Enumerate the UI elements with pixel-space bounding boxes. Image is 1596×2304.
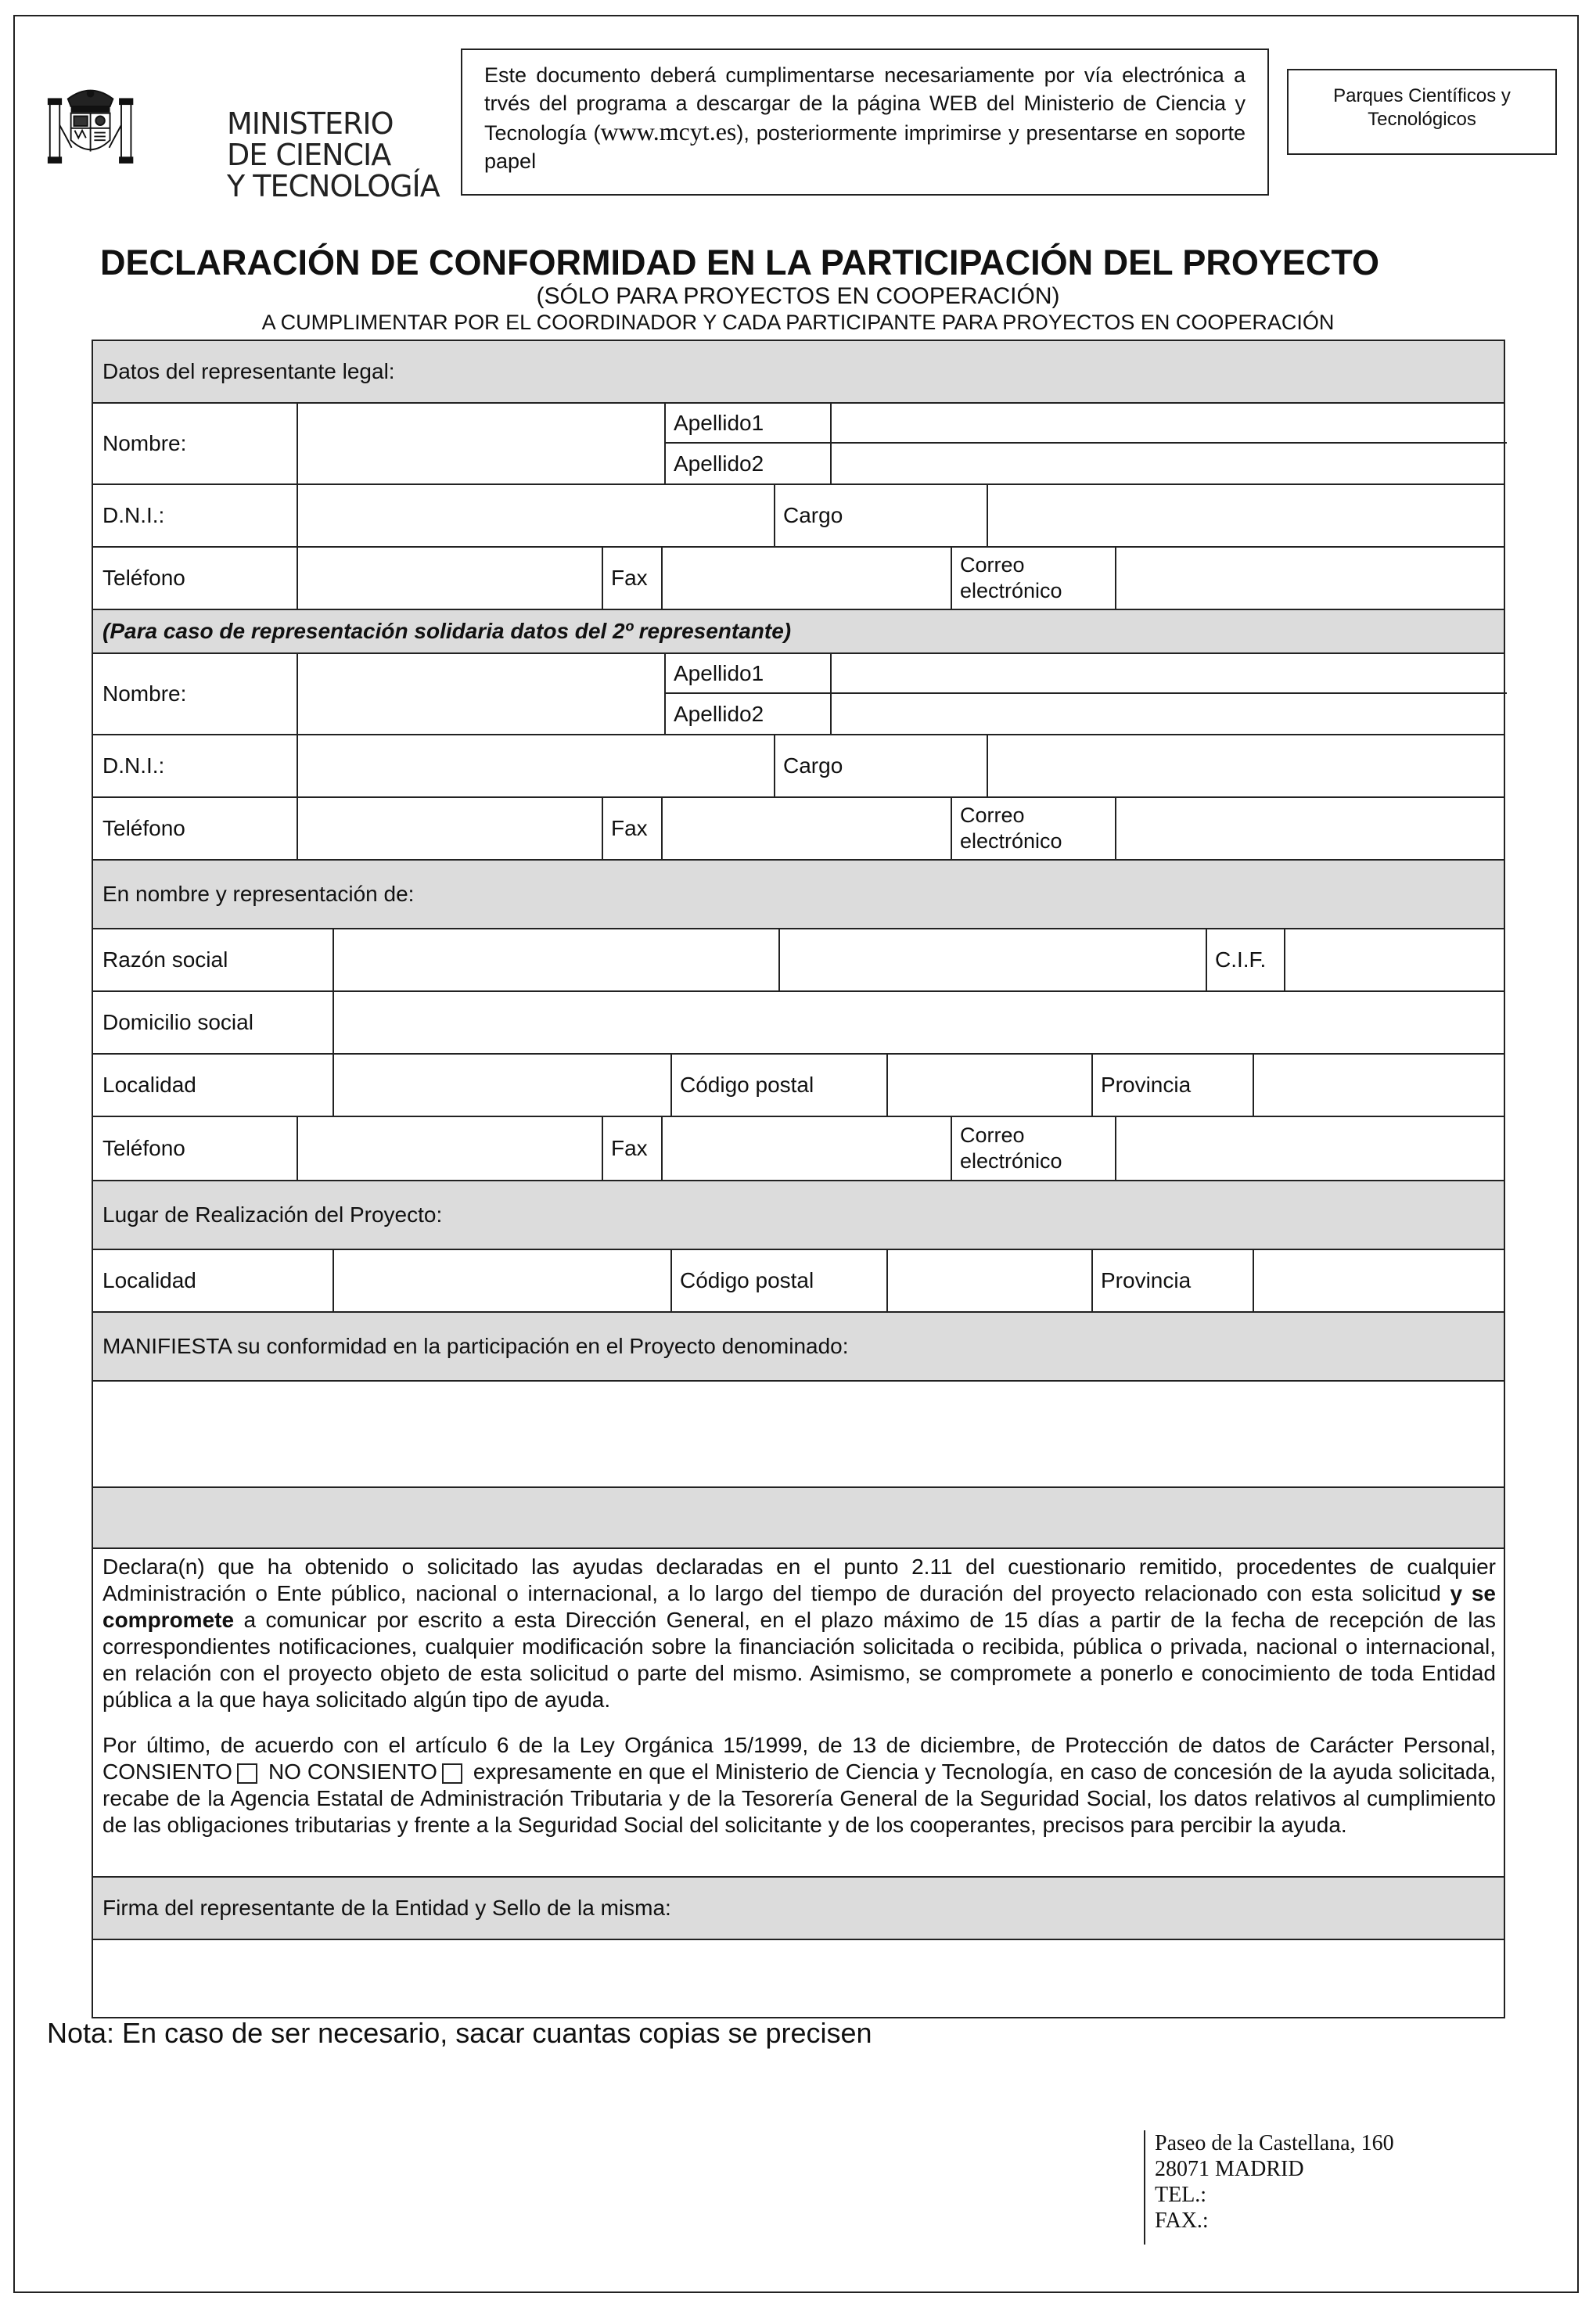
footnote: Nota: En caso de ser necesario, sacar cuantas copias se precisen [47, 2017, 872, 2049]
rep2-apellido2-field[interactable] [830, 694, 1507, 734]
grey-separator-row [93, 1488, 1504, 1549]
section-second-label: (Para caso de representación solidaria datos del 2º representante) [102, 619, 792, 643]
rep1-apellido2-field[interactable] [830, 444, 1507, 483]
rep1-fax-label: Fax [602, 548, 661, 609]
declara-p2-b: expresamente en que el Ministerio de Ciencia y Tecnología, en caso de concesión de la ayuda solicitada, recabe de la Agencia Estatal de Administración Tributaria y de la Tesorería General de la Seguridad Social, los datos relativos al cumplimiento de las obligaciones tributarias y frente a la Seguridad Social del solicitante y de los cooperantes, precisos para percibir la ayuda. [102, 1759, 1496, 1837]
section-signature-label: Firma del representante de la Entidad y Sello de la misma: [102, 1896, 671, 1920]
place-cp-field[interactable] [886, 1250, 1091, 1311]
section-legal-representative [93, 341, 1504, 404]
place-provincia-label: Provincia [1091, 1250, 1253, 1311]
rep1-correo-label-1: Correo [960, 553, 1025, 577]
entity-telefono-label: Teléfono [102, 1136, 185, 1160]
program-box: Parques Científicos y Tecnológicos [1287, 69, 1557, 155]
rep2-telefono-field[interactable] [297, 798, 602, 859]
project-name-field[interactable] [93, 1382, 1504, 1488]
declaration-paragraph-2 [102, 1732, 1496, 1839]
rep1-nombre-field[interactable] [297, 404, 664, 483]
entity-phone-row [93, 1117, 1504, 1181]
entity-provincia-label: Provincia [1091, 1055, 1253, 1116]
section-second-representative [93, 610, 1504, 654]
domicilio-label: Domicilio social [102, 1010, 253, 1034]
rep2-apellido1-label: Apellido1 [664, 654, 830, 694]
place-localidad-label: Localidad [102, 1268, 196, 1292]
notice-box [461, 49, 1269, 196]
address-block [1144, 2130, 1394, 2245]
entity-localidad-field[interactable] [332, 1055, 670, 1116]
rep2-phone-row [93, 798, 1504, 861]
declara-p1-a: Declara(n) que ha obtenido o solicitado las ayudas declaradas en el punto 2.11 del cuestionario remitido, procedentes de cualquier Administración o Ente público, nacional o internacional, a lo largo del tiempo de duración del proyecto relacionado con esta solicitud [102, 1555, 1496, 1605]
address-street: Paseo de la Castellana, 160 [1155, 2131, 1394, 2155]
rep2-correo-label [951, 798, 1115, 859]
rep1-dni-row [93, 485, 1504, 548]
cif-field[interactable] [1284, 929, 1507, 990]
ministry-url: www.mcyt.es [600, 117, 737, 146]
signature-field[interactable] [93, 1940, 1504, 2020]
declaration-form [92, 340, 1505, 2018]
rep2-name-row [93, 654, 1504, 735]
no-consiento-label: NO CONSIENTO [268, 1759, 437, 1784]
notice-text-after: ), posteriormente imprimirse y presentarse en soporte papel [484, 121, 1246, 173]
entity-correo-label-2: electrónico [960, 1149, 1062, 1173]
rep1-correo-field[interactable] [1115, 548, 1507, 609]
razon-social-label: Razón social [102, 947, 228, 972]
declara-p2-a: Por último, de acuerdo con el artículo 6 de la Ley Orgánica 15/1999, de 13 de diciembre, de Protección de datos de Carácter Personal, [102, 1733, 1496, 1757]
ministry-line3: Y TECNOLOGÍA [227, 169, 440, 203]
rep2-dni-label: D.N.I.: [102, 753, 165, 778]
rep1-name-row [93, 404, 1504, 485]
place-provincia-field[interactable] [1253, 1250, 1507, 1311]
address-tel: TEL.: [1155, 2183, 1207, 2207]
section-legal-label: Datos del representante legal: [102, 359, 395, 383]
subtitle-cooperation: (SÓLO PARA PROYECTOS EN COOPERACIÓN) [536, 283, 1060, 309]
consiento-checkbox[interactable] [237, 1763, 257, 1784]
rep1-nombre-label: Nombre: [102, 431, 187, 455]
rep1-correo-label-2: electrónico [960, 579, 1062, 602]
address-city: 28071 MADRID [1155, 2157, 1304, 2181]
entity-telefono-field[interactable] [297, 1117, 602, 1180]
rep1-cargo-label: Cargo [774, 485, 987, 546]
rep2-cargo-field[interactable] [987, 735, 1507, 796]
rep1-apellido1-field[interactable] [830, 404, 1507, 444]
section-manifest-label: MANIFIESTA su conformidad en la participación en el Proyecto denominado: [102, 1334, 849, 1358]
rep2-telefono-label: Teléfono [102, 816, 185, 840]
rep2-fax-field[interactable] [661, 798, 951, 859]
section-entity-label: En nombre y representación de: [102, 882, 415, 906]
section-signature [93, 1878, 1504, 1940]
rep2-correo-label-1: Correo [960, 803, 1025, 827]
rep2-dni-field[interactable] [297, 735, 774, 796]
entity-correo-label-1: Correo [960, 1123, 1025, 1147]
entity-razon-row [93, 929, 1504, 992]
rep1-telefono-label: Teléfono [102, 566, 185, 590]
address-fax: FAX.: [1155, 2209, 1209, 2233]
rep2-apellido1-field[interactable] [830, 654, 1507, 694]
rep1-cargo-field[interactable] [987, 485, 1507, 546]
cif-label: C.I.F. [1206, 929, 1284, 990]
ministry-line1: MINISTERIO [227, 106, 394, 141]
ministry-name [227, 108, 440, 202]
razon-social-field-2[interactable] [778, 929, 1206, 990]
consiento-label: CONSIENTO [102, 1759, 232, 1784]
razon-social-field-1[interactable] [332, 929, 778, 990]
rep2-correo-field[interactable] [1115, 798, 1507, 859]
subtitle-instructions: A CUMPLIMENTAR POR EL COORDINADOR Y CADA PARTICIPANTE PARA PROYECTOS EN COOPERACIÓN [261, 311, 1335, 334]
entity-localidad-row [93, 1055, 1504, 1117]
entity-localidad-label: Localidad [102, 1073, 196, 1097]
entity-provincia-field[interactable] [1253, 1055, 1507, 1116]
rep2-dni-row [93, 735, 1504, 798]
notice-text-before: Este documento deberá cumplimentarse necesariamente por vía electrónica a trvés del programa a descargar de la página WEB del Ministerio de Ciencia y Tecnología ( [484, 63, 1246, 145]
rep1-apellido2-label: Apellido2 [664, 444, 830, 483]
declara-p1-bold: y se compromete [102, 1581, 1496, 1632]
entity-cp-label: Código postal [670, 1055, 886, 1116]
rep1-fax-field[interactable] [661, 548, 951, 609]
entity-domicilio-row [93, 992, 1504, 1055]
domicilio-field[interactable] [332, 992, 1507, 1053]
entity-cp-field[interactable] [886, 1055, 1091, 1116]
section-manifest [93, 1313, 1504, 1382]
ministry-line2: DE CIENCIA [227, 138, 391, 172]
place-localidad-field[interactable] [332, 1250, 670, 1311]
rep2-nombre-label: Nombre: [102, 681, 187, 706]
rep1-dni-label: D.N.I.: [102, 503, 165, 527]
declara-p1-b: a comunicar por escrito a esta Dirección General, en el plazo máximo de 15 días a partir de la fecha de recepción de las correspondientes notificaciones, cualquier modificación sobre la financiación solicitada o recibida, pública o privada, nacional o internacional, en relación con el proyecto objeto de esta solicitud o parte del mismo. Asimismo, se compromete a ponerlo e conocimiento de toda Entidad pública a la que haya solicitado algún tipo de ayuda. [102, 1608, 1496, 1712]
place-localidad-row [93, 1250, 1504, 1313]
rep1-correo-label [951, 548, 1115, 609]
rep1-apellido1-label: Apellido1 [664, 404, 830, 444]
entity-correo-field[interactable] [1115, 1117, 1507, 1180]
rep1-telefono-field[interactable] [297, 548, 602, 609]
entity-fax-field[interactable] [661, 1117, 951, 1180]
section-entity [93, 861, 1504, 929]
rep2-fax-label: Fax [602, 798, 661, 859]
coat-of-arms-logo [45, 39, 233, 211]
place-cp-label: Código postal [670, 1250, 886, 1311]
declaration-paragraph-1 [102, 1554, 1496, 1713]
rep2-cargo-label: Cargo [774, 735, 987, 796]
page-title: DECLARACIÓN DE CONFORMIDAD EN LA PARTICIPACIÓN DEL PROYECTO [100, 243, 1380, 282]
no-consiento-checkbox[interactable] [442, 1763, 462, 1784]
section-place-label: Lugar de Realización del Proyecto: [102, 1202, 443, 1227]
entity-correo-label [951, 1117, 1115, 1180]
rep2-apellido2-label: Apellido2 [664, 694, 830, 734]
entity-fax-label: Fax [602, 1117, 661, 1180]
rep1-dni-field[interactable] [297, 485, 774, 546]
rep1-phone-row [93, 548, 1504, 610]
section-place [93, 1181, 1504, 1250]
rep2-correo-label-2: electrónico [960, 829, 1062, 853]
declaration-text-block [93, 1549, 1504, 1878]
rep2-nombre-field[interactable] [297, 654, 664, 734]
